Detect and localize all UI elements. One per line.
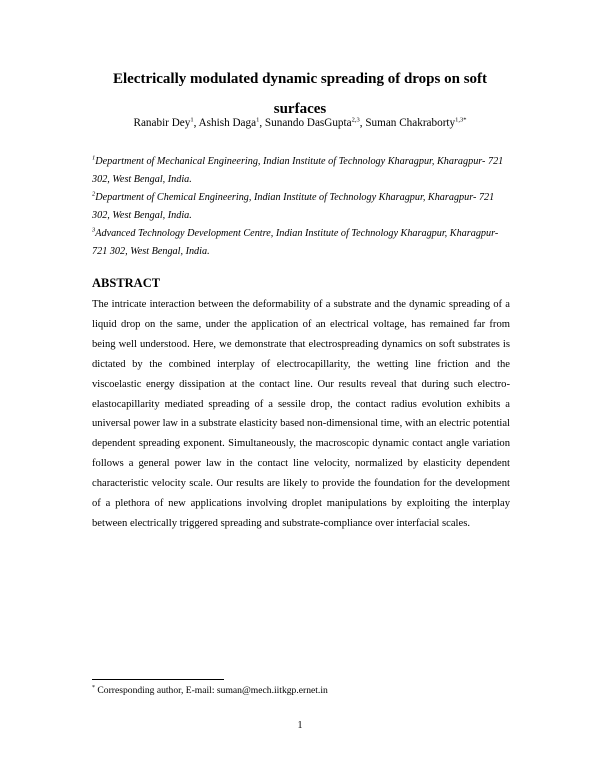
footnote bbox=[92, 684, 328, 698]
author-affiliation-marker: 1 bbox=[190, 116, 194, 124]
affiliation bbox=[92, 225, 510, 261]
author-name: Sunando DasGupta bbox=[264, 117, 352, 129]
affiliation-text: Advanced Technology Development Centre, Indian Institute of Technology Kharagpur, Kharagpur- 721 302, West Bengal, India. bbox=[92, 228, 499, 257]
affiliation bbox=[92, 153, 510, 189]
author-affiliation-marker: 1 bbox=[256, 116, 260, 124]
footnote-text: Corresponding author, E-mail: suman@mech.iitkgp.ernet.in bbox=[95, 685, 328, 696]
author-name: Ranabir Dey bbox=[133, 117, 191, 129]
affiliation-text: Department of Chemical Engineering, Indian Institute of Technology Kharagpur, Kharagpur- 721 302, West Bengal, India. bbox=[92, 192, 495, 221]
author-list: Ranabir Dey$^1$, Ashish Daga$^1$, Sunando DasGupta$^{2,3}$, Suman Chakraborty$^{1,3*}$ bbox=[133, 116, 467, 129]
author-name: Ashish Daga bbox=[198, 117, 257, 129]
affiliation-marker: 1 bbox=[92, 154, 96, 162]
footnote-marker: * bbox=[92, 684, 95, 691]
author-affiliation-marker: 1,3* bbox=[455, 116, 467, 124]
abstract-body: The intricate interaction between the deformability of a substrate and the dynamic spreading of a liquid drop on the same, under the application of an electrical voltage, has remained far from being well understood. Here, we demonstrate that electrospreading dynamics on soft substrates is dictated by the combined interplay of electrocapillarity, the wetting line friction and the viscoelastic energy dissipation at the contact line. Our results reveal that during such electro-elastocapillarity mediated spreading of a sessile drop, the contact radius evolution exhibits a universal power law in a substrate elasticity based non-dimensional time, with an electric potential dependent spreading exponent. Simultaneously, the macroscopic dynamic contact angle variation follows a general power law in the contact line velocity, normalized by elasticity dependent characteristic velocity scale. Our results are likely to provide the foundation for the development of a plethora of new applications involving droplet manipulations by exploiting the interplay between electrically triggered spreading and substrate-compliance over interfacial scales. bbox=[92, 299, 510, 529]
paper-title: Electrically modulated dynamic spreading of drops on soft surfaces bbox=[112, 71, 488, 117]
affiliation-marker: 3 bbox=[92, 226, 96, 234]
affiliation-marker: 2 bbox=[92, 190, 96, 198]
page-number: 1 bbox=[297, 720, 303, 731]
author-name: Suman Chakraborty bbox=[365, 117, 456, 129]
affiliation-text: Department of Mechanical Engineering, Indian Institute of Technology Kharagpur, Kharagpur- 721 302, West Bengal, India. bbox=[92, 156, 504, 185]
footnote-divider bbox=[92, 679, 224, 680]
affiliation bbox=[92, 189, 510, 225]
abstract-heading: ABSTRACT bbox=[92, 276, 161, 290]
author-affiliation-marker: 2,3 bbox=[351, 116, 360, 124]
